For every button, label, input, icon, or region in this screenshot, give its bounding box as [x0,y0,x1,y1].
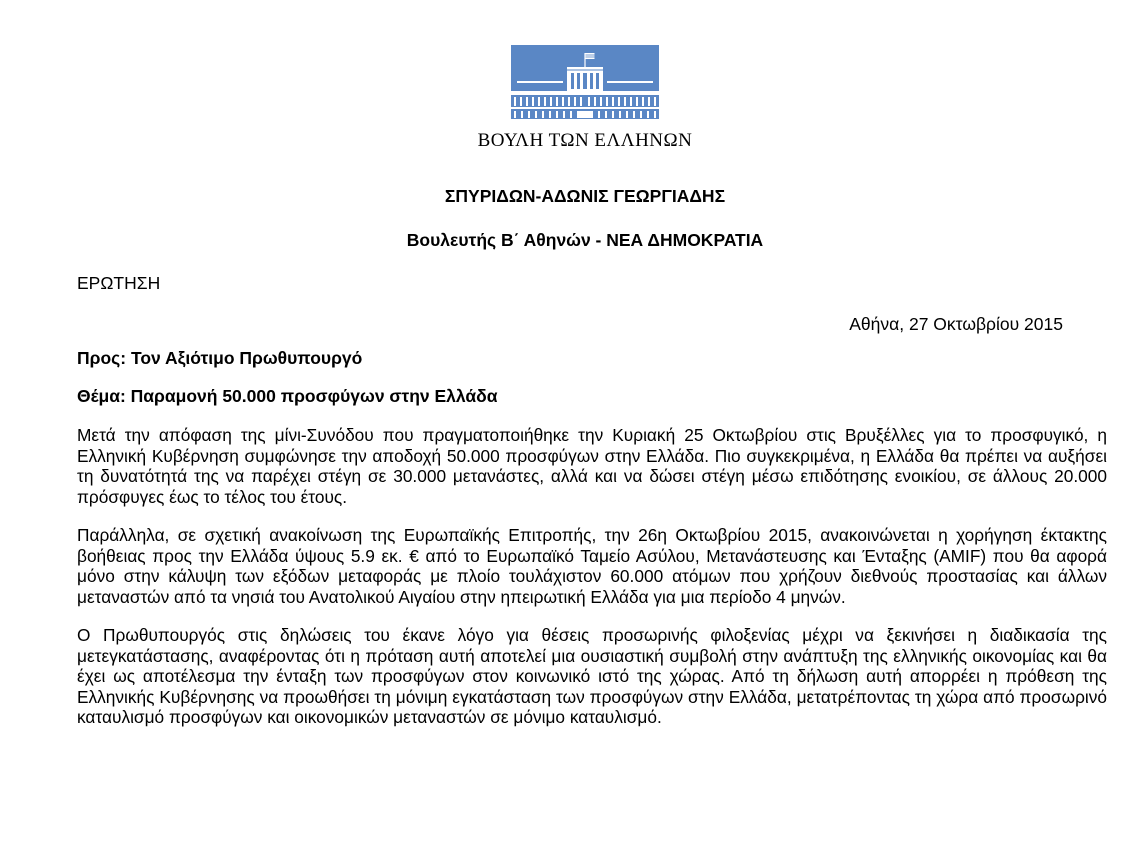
document-body [77,425,1107,746]
document-date: Αθήνα, 27 Οκτωβρίου 2015 [849,314,1063,334]
parliament-logo-icon [511,45,659,123]
subject-line: Θέμα: Παραμονή 50.000 προσφύγων στην Ελλάδα [77,386,498,406]
member-title: Βουλευτής Β΄ Αθηνών - ΝΕΑ ΔΗΜΟΚΡΑΤΙΑ [406,230,764,250]
paragraph-2: Παράλληλα, σε σχετική ανακοίνωση της Ευρωπαϊκής Επιτροπής, την 26η Οκτωβρίου 2015, ανακοινώνεται η χορήγηση έκτακτης βοήθειας προς την Ελλάδα ύψους 5.9 εκ. € από το Ευρωπαϊκό Ταμείο Ασύλου, Μετανάστευσης και Ένταξης (AMIF) που θα αφορά μόνο στην κάλυψη των εξόδων μεταφοράς με πλοίο τουλάχιστον 60.000 ατόμων που χρήζουν διεθνούς προστασίας και άλλων μεταναστών από τα νησιά του Ανατολικού Αιγαίου στην ηπειρωτική Ελλάδα για μια περίοδο 4 μηνών. [77,525,1107,607]
document-type-label: ΕΡΩΤΗΣΗ [77,273,161,293]
recipient-line: Προς: Τον Αξιότιμο Πρωθυπουργό [77,348,363,368]
paragraph-3: Ο Πρωθυπουργός στις δηλώσεις του έκανε λόγο για θέσεις προσωρινής φιλοξενίας μέχρι να ξεκινήσει η διαδικασία της μετεγκατάστασης, αναφέροντας ότι η πρόταση αυτή αποτελεί μια ουσιαστική συμβολή στην ανάπτυξη της ελληνικής οικονομίας και θα έχει ως αποτέλεσμα την ένταξη των προσφύγων στον κοινωνικό ιστό της χώρας. Από τη δήλωση αυτή απορρέει η πρόθεση της Ελληνικής Κυβέρνησης να προωθήσει τη μόνιμη εγκατάσταση των προσφύγων στην Ελλάδα, μετατρέποντας τη χώρα από προσωρινό καταυλισμό προσφύγων και οικονομικών μεταναστών σε μόνιμο καταυλισμό. [77,625,1107,727]
member-name: ΣΠΥΡΙΔΩΝ-ΑΔΩΝΙΣ ΓΕΩΡΓΙΑΔΗΣ [444,186,726,206]
institution-name: ΒΟΥΛΗ ΤΩΝ ΕΛΛΗΝΩΝ [477,130,693,151]
paragraph-1: Μετά την απόφαση της μίνι-Συνόδου που πραγματοποιήθηκε την Κυριακή 25 Οκτωβρίου στις Βρυξέλλες για το προσφυγικό, η Ελληνική Κυβέρνηση συμφώνησε την αποδοχή 50.000 προσφύγων στην Ελλάδα. Πιο συγκεκριμένα, η Ελλάδα θα πρέπει να αυξήσει τη δυνατότητά της να παρέχει στέγη σε 30.000 μετανάστες, αλλά και να δώσει στέγη μέσω επιδότησης ενοικίου, σε άλλους 20.000 πρόσφυγες έως το τέλος του έτους. [77,425,1107,507]
